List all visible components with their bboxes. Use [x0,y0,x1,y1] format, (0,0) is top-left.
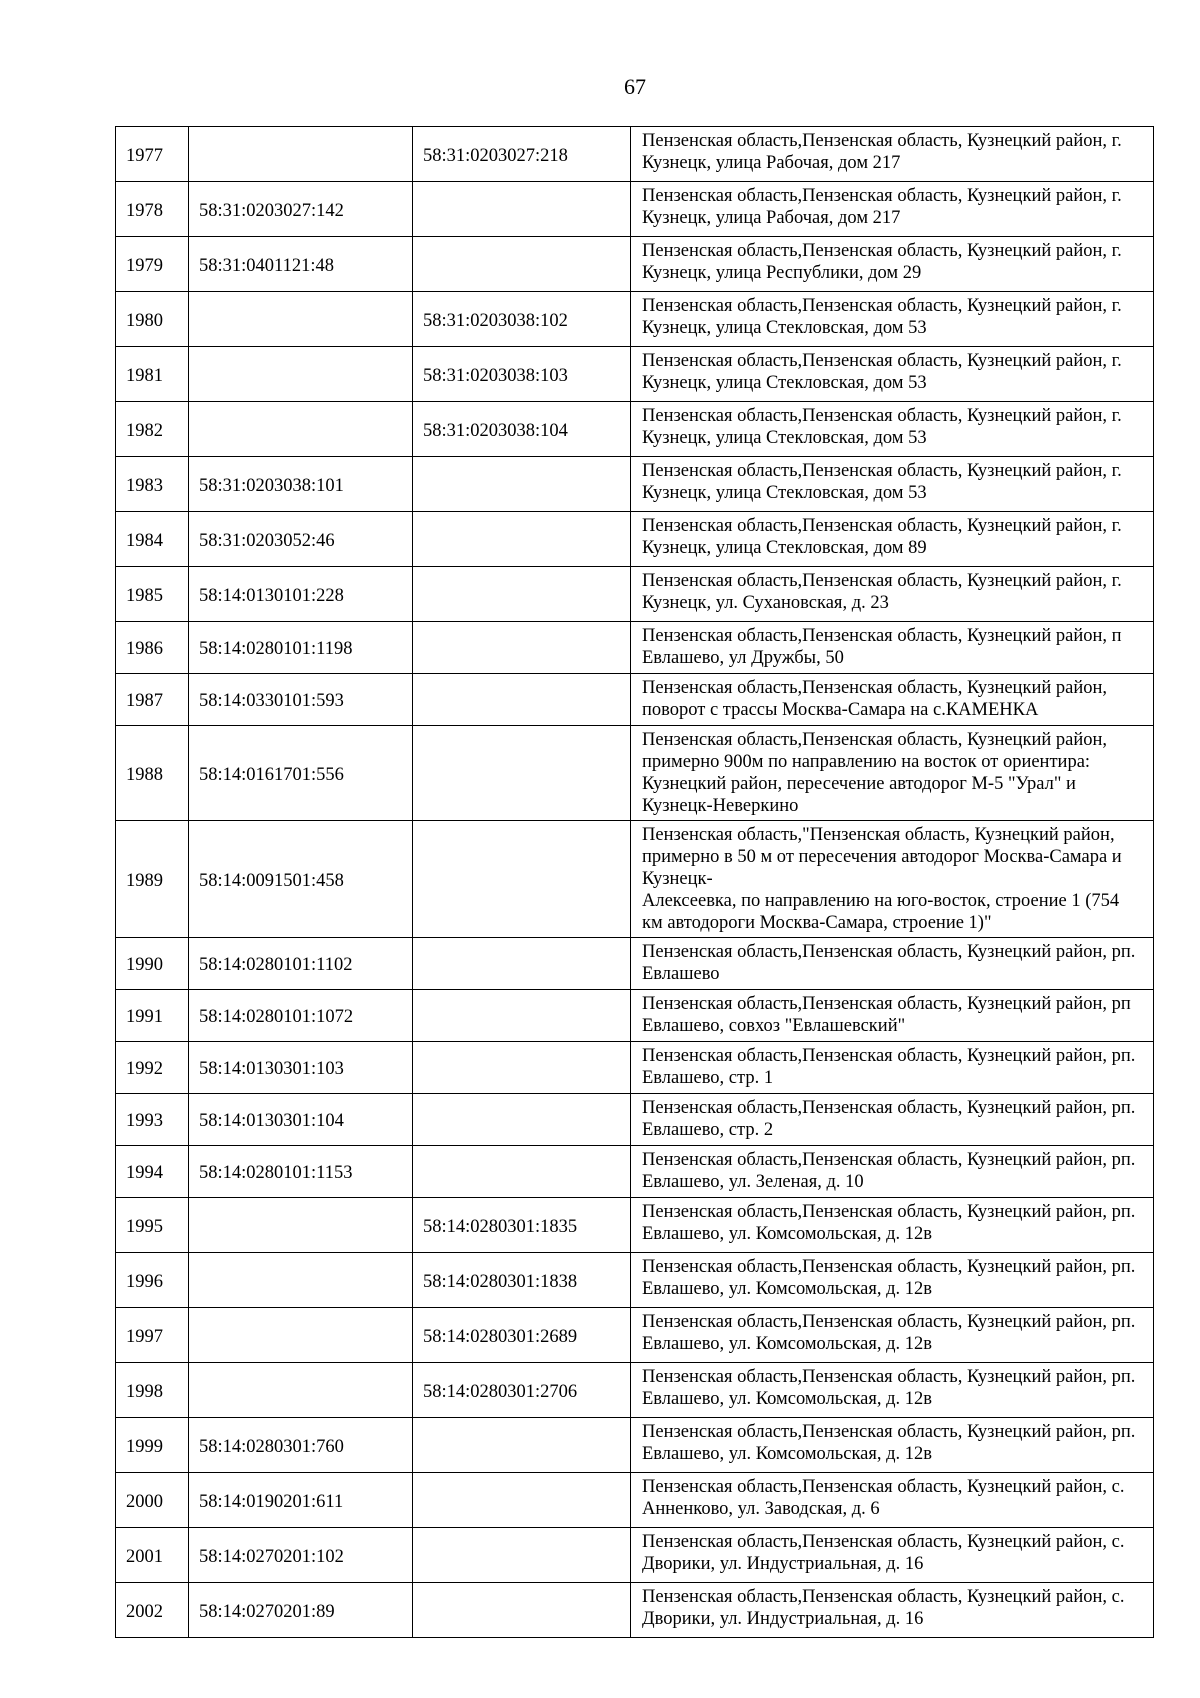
land-cadastral-number-cell: 58:14:0091501:458 [189,821,413,938]
address-cell: Пензенская область,Пензенская область, Кузнецкий район, рп. Евлашево, ул. Комсомольская, д. 12в [631,1363,1154,1418]
table-row [116,1308,1154,1363]
row-number-cell: 1996 [116,1253,189,1308]
land-cadastral-number-cell: 58:14:0280101:1102 [189,938,413,990]
row-number-cell: 1992 [116,1042,189,1094]
row-number-cell: 1984 [116,512,189,567]
object-cadastral-number-cell [413,726,631,821]
address-cell: Пензенская область,Пензенская область, Кузнецкий район, рп. Евлашево, стр. 2 [631,1094,1154,1146]
table-row [116,292,1154,347]
row-number-cell: 1979 [116,237,189,292]
land-cadastral-number-cell: 58:14:0280101:1072 [189,990,413,1042]
address-cell: Пензенская область,Пензенская область, Кузнецкий район, г. Кузнецк, улица Стекловская, дом 53 [631,402,1154,457]
table-row [116,1198,1154,1253]
address-cell: Пензенская область,Пензенская область, Кузнецкий район, п Евлашево, ул Дружбы, 50 [631,622,1154,674]
row-number-cell: 1981 [116,347,189,402]
table-row [116,1042,1154,1094]
land-cadastral-number-cell: 58:31:0401121:48 [189,237,413,292]
row-number-cell: 1987 [116,674,189,726]
object-cadastral-number-cell: 58:14:0280301:2706 [413,1363,631,1418]
object-cadastral-number-cell [413,182,631,237]
object-cadastral-number-cell: 58:14:0280301:1835 [413,1198,631,1253]
object-cadastral-number-cell: 58:31:0203038:103 [413,347,631,402]
object-cadastral-number-cell: 58:14:0280301:2689 [413,1308,631,1363]
address-cell: Пензенская область,Пензенская область, Кузнецкий район, рп. Евлашево, ул. Комсомольская, д. 12в [631,1198,1154,1253]
land-cadastral-number-cell: 58:14:0190201:611 [189,1473,413,1528]
address-cell: Пензенская область,Пензенская область, Кузнецкий район, с. Дворики, ул. Индустриальная, д. 16 [631,1528,1154,1583]
object-cadastral-number-cell [413,1528,631,1583]
table-row [116,1363,1154,1418]
object-cadastral-number-cell [413,622,631,674]
object-cadastral-number-cell [413,567,631,622]
address-cell: Пензенская область,Пензенская область, Кузнецкий район, рп. Евлашево, ул. Комсомольская, д. 12в [631,1308,1154,1363]
land-cadastral-number-cell [189,402,413,457]
row-number-cell: 1978 [116,182,189,237]
page-number: 67 [624,74,646,99]
row-number-cell: 1993 [116,1094,189,1146]
table-row [116,726,1154,821]
row-number-cell: 1985 [116,567,189,622]
table-row [116,237,1154,292]
row-number-cell: 1994 [116,1146,189,1198]
address-cell: Пензенская область,Пензенская область, Кузнецкий район, г. Кузнецк, ул. Сухановская, д. 23 [631,567,1154,622]
table-row [116,990,1154,1042]
row-number-cell: 2001 [116,1528,189,1583]
land-cadastral-number-cell: 58:31:0203052:46 [189,512,413,567]
row-number-cell: 1982 [116,402,189,457]
object-cadastral-number-cell: 58:14:0280301:1838 [413,1253,631,1308]
table-row [116,938,1154,990]
registry-table [115,126,1154,1638]
row-number-cell: 1977 [116,127,189,182]
object-cadastral-number-cell [413,1583,631,1638]
row-number-cell: 2002 [116,1583,189,1638]
table-row [116,1094,1154,1146]
address-cell: Пензенская область,Пензенская область, Кузнецкий район, рп. Евлашево, ул. Комсомольская, д. 12в [631,1418,1154,1473]
table-row [116,127,1154,182]
row-number-cell: 1999 [116,1418,189,1473]
land-cadastral-number-cell: 58:14:0270201:89 [189,1583,413,1638]
address-cell: Пензенская область,Пензенская область, Кузнецкий район, г. Кузнецк, улица Рабочая, дом 217 [631,182,1154,237]
address-cell: Пензенская область,Пензенская область, Кузнецкий район, г. Кузнецк, улица Стекловская, дом 53 [631,292,1154,347]
address-cell: Пензенская область,"Пензенская область, Кузнецкий район, примерно в 50 м от пересечения автодорог Москва-Самара и Кузнецк- Алексеевка, по направлению на юго-восток, строение 1 (754 км автодороги Москва-Самара, строение 1)" [631,821,1154,938]
row-number-cell: 1990 [116,938,189,990]
object-cadastral-number-cell [413,237,631,292]
table-row [116,1473,1154,1528]
land-cadastral-number-cell [189,1363,413,1418]
table-row [116,567,1154,622]
land-cadastral-number-cell: 58:14:0280301:760 [189,1418,413,1473]
address-cell: Пензенская область,Пензенская область, Кузнецкий район, рп. Евлашево, стр. 1 [631,1042,1154,1094]
row-number-cell: 1988 [116,726,189,821]
table-row [116,674,1154,726]
object-cadastral-number-cell: 58:31:0203038:102 [413,292,631,347]
row-number-cell: 1989 [116,821,189,938]
land-cadastral-number-cell [189,292,413,347]
object-cadastral-number-cell: 58:31:0203038:104 [413,402,631,457]
address-cell: Пензенская область,Пензенская область, Кузнецкий район, рп. Евлашево [631,938,1154,990]
row-number-cell: 2000 [116,1473,189,1528]
address-cell: Пензенская область,Пензенская область, Кузнецкий район, с. Дворики, ул. Индустриальная, д. 16 [631,1583,1154,1638]
land-cadastral-number-cell: 58:14:0161701:556 [189,726,413,821]
address-cell: Пензенская область,Пензенская область, Кузнецкий район, рп Евлашево, совхоз "Евлашевский" [631,990,1154,1042]
table-row [116,457,1154,512]
address-cell: Пензенская область,Пензенская область, Кузнецкий район, примерно 900м по направлению на восток от ориентира: Кузнецкий район, пересечение автодорог М-5 "Урал" и Кузнецк-Неверкино [631,726,1154,821]
address-cell: Пензенская область,Пензенская область, Кузнецкий район, г. Кузнецк, улица Рабочая, дом 217 [631,127,1154,182]
address-cell: Пензенская область,Пензенская область, Кузнецкий район, г. Кузнецк, улица Республики, дом 29 [631,237,1154,292]
land-cadastral-number-cell [189,1198,413,1253]
table-row [116,512,1154,567]
address-cell: Пензенская область,Пензенская область, Кузнецкий район, с. Анненково, ул. Заводская, д. 6 [631,1473,1154,1528]
object-cadastral-number-cell [413,990,631,1042]
object-cadastral-number-cell [413,821,631,938]
table-row [116,1418,1154,1473]
land-cadastral-number-cell: 58:31:0203027:142 [189,182,413,237]
object-cadastral-number-cell [413,512,631,567]
object-cadastral-number-cell [413,1146,631,1198]
land-cadastral-number-cell: 58:14:0130101:228 [189,567,413,622]
table-row [116,347,1154,402]
address-cell: Пензенская область,Пензенская область, Кузнецкий район, рп. Евлашево, ул. Комсомольская, д. 12в [631,1253,1154,1308]
land-cadastral-number-cell: 58:14:0270201:102 [189,1528,413,1583]
address-cell: Пензенская область,Пензенская область, Кузнецкий район, г. Кузнецк, улица Стекловская, дом 53 [631,457,1154,512]
object-cadastral-number-cell [413,1473,631,1528]
object-cadastral-number-cell [413,1418,631,1473]
land-cadastral-number-cell: 58:14:0280101:1153 [189,1146,413,1198]
object-cadastral-number-cell: 58:31:0203027:218 [413,127,631,182]
registry-table-body [116,127,1154,1638]
row-number-cell: 1983 [116,457,189,512]
table-row [116,1583,1154,1638]
row-number-cell: 1991 [116,990,189,1042]
table-row [116,182,1154,237]
land-cadastral-number-cell [189,1308,413,1363]
address-cell: Пензенская область,Пензенская область, Кузнецкий район, г. Кузнецк, улица Стекловская, дом 53 [631,347,1154,402]
row-number-cell: 1997 [116,1308,189,1363]
object-cadastral-number-cell [413,674,631,726]
row-number-cell: 1980 [116,292,189,347]
table-row [116,1253,1154,1308]
land-cadastral-number-cell [189,347,413,402]
row-number-cell: 1986 [116,622,189,674]
table-row [116,1528,1154,1583]
address-cell: Пензенская область,Пензенская область, Кузнецкий район, г. Кузнецк, улица Стекловская, дом 89 [631,512,1154,567]
address-cell: Пензенская область,Пензенская область, Кузнецкий район, поворот с трассы Москва-Самара на с.КАМЕНКА [631,674,1154,726]
land-cadastral-number-cell: 58:14:0330101:593 [189,674,413,726]
object-cadastral-number-cell [413,938,631,990]
land-cadastral-number-cell: 58:31:0203038:101 [189,457,413,512]
land-cadastral-number-cell: 58:14:0130301:104 [189,1094,413,1146]
table-row [116,622,1154,674]
land-cadastral-number-cell: 58:14:0280101:1198 [189,622,413,674]
table-row [116,821,1154,938]
land-cadastral-number-cell [189,127,413,182]
object-cadastral-number-cell [413,1042,631,1094]
address-cell: Пензенская область,Пензенская область, Кузнецкий район, рп. Евлашево, ул. Зеленая, д. 10 [631,1146,1154,1198]
table-row [116,1146,1154,1198]
land-cadastral-number-cell [189,1253,413,1308]
table-row [116,402,1154,457]
object-cadastral-number-cell [413,1094,631,1146]
row-number-cell: 1995 [116,1198,189,1253]
land-cadastral-number-cell: 58:14:0130301:103 [189,1042,413,1094]
row-number-cell: 1998 [116,1363,189,1418]
object-cadastral-number-cell [413,457,631,512]
